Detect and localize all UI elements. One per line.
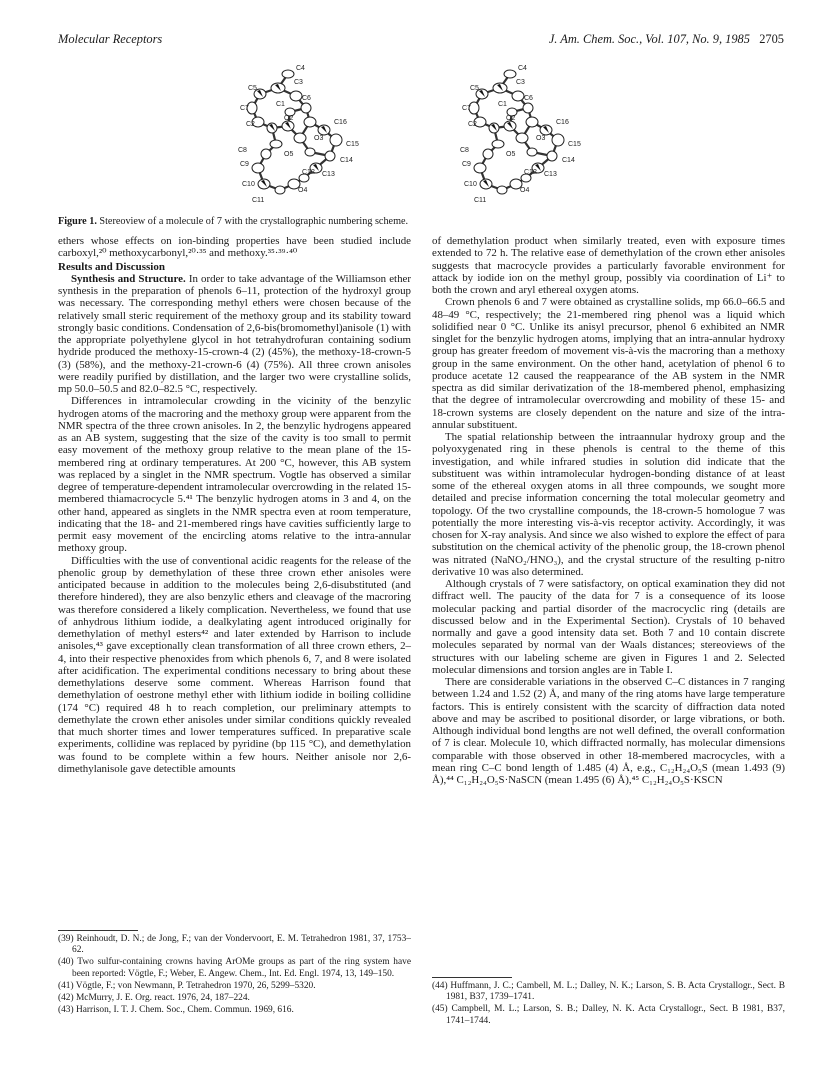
paragraph: Although crystals of 7 were satisfactory, on optical examination they did not diffract well. The paucity of the data for 7 is a consequence of its loose molecular packing and partial disorder of the macrocyclic ring (details are discussed below and in the Experimental Section). Crystals of 10 behaved normally and gave a good intensity data set. Both 7 and 10 contain discrete molecules separated by normal van der Waals distances; stereoviews of the structures with our labeling scheme are given in Figures 1 and 2. Selected molecular dimensions and torsion angles are in Table I. — [432, 578, 785, 676]
footnote: (43) Harrison, I. T. J. Chem. Soc., Chem. Commun. 1969, 616. — [58, 1005, 294, 1016]
atom-label: C8 — [460, 147, 469, 154]
footnotes-right — [432, 977, 785, 1028]
atom-label: C7 — [462, 105, 471, 112]
atom-label: O2 — [506, 115, 516, 122]
right-column — [432, 235, 785, 786]
atom-label: C15 — [346, 141, 359, 148]
citation-text: J. Am. Chem. Soc., Vol. 107, No. 9, 1985 — [548, 32, 750, 46]
journal-citation — [549, 32, 784, 47]
atom-label: C16 — [334, 119, 347, 126]
paragraph: Differences in intramolecular crowding in the vicinity of the benzylic hydrogen atoms of the macroring and the methoxy group were apparent from the NMR spectra of the three crown anisoles. In 2, the benzylic hydrogens appeared as an AB system, suggesting that the size of the cavity is too small to permit easy movement of the methoxy group relative to the mean plane of the 15-membered ring at ordinary temperatures. At 200 °C, however, this AB system was replaced by a singlet in the NMR spectrum. Vogtle has observed a similar degree of temperature-dependent intramolecular overcrowding in the related 15-membered thiamacrocycle 5.⁴¹ The benzylic hydrogen atoms in 3 and 4, on the other hand, appeared as singlets in the NMR spectra even at room temperature, indicating that the 18- and 21-membered rings have cavities sufficiently large to permit easy movement of the encircling atoms relative to the intra-annular methoxy group. — [58, 395, 411, 555]
figure-label: Figure 1. — [58, 216, 97, 227]
atom-label: C4 — [296, 65, 305, 72]
footnote: (41) Vögtle, F.; von Newmann, P. Tetrahedron 1970, 26, 5299–5320. — [58, 980, 316, 991]
footnote-rule — [58, 930, 138, 931]
paragraph — [58, 273, 411, 396]
atom-label: C1 — [498, 101, 507, 108]
atom-label: C11 — [474, 197, 487, 204]
footnotes-left — [58, 930, 411, 1017]
atom-label: C10 — [242, 181, 255, 188]
paragraph: Difficulties with the use of conventional acidic reagents for the release of the phenolic group by demethylation of these three crown ether anisoles were anticipated because in addition to the molecules being 2,6-disubstituted (and therefore hindered), they are also benzylic ethers and cleavage of the macroring was therefore considered a likely complication. Nevertheless, we found that use of anhydrous lithium iodide, a dealkylating agent introduced originally for demethylation of methyl esters⁴² and later extended by Harrison to include anisoles,⁴³ gave exceptionally clean transformation of all three crown ethers, 2–4, into their respective phenoxides from which phenols 6, 7, and 8 were isolated after acidification. The experimental conditions necessary to bring about these demethylations deserve some comment. Whereas Harrison found that demethylation of oestrone methyl ether with lithium iodide in boiling collidine (174 °C) required 48 h to reach completion, our preliminary attempts to demethylate the crown ether anisoles under similar conditions quickly revealed that much shorter times and lower temperatures sufficed. In preparative scale experiments, collidine was replaced by pyridine (bp 115 °C), and demethylation was found to be complete within a few hours. Neither anisole nor 2,6-dimethylanisole gave detectible amounts — [58, 554, 411, 775]
atom-label: C11 — [252, 197, 265, 204]
atom-label: C10 — [464, 181, 477, 188]
figure-caption-text: Stereoview of a molecule of 7 with the crystallographic numbering scheme. — [99, 216, 409, 227]
stereoview-drawing — [218, 56, 618, 208]
atom-label: O5 — [284, 151, 294, 158]
section-heading: Results and Discussion — [58, 260, 165, 273]
subsection-runin-heading: Synthesis and Structure. — [71, 272, 186, 285]
atom-label: O4 — [298, 187, 308, 194]
atom-label: C3 — [294, 79, 303, 86]
stereoview-figure — [218, 56, 618, 208]
atom-label: C15 — [568, 141, 581, 148]
page-number: 2705 — [759, 32, 784, 46]
figure-caption — [58, 215, 784, 228]
footnote: (39) Reinhoudt, D. N.; de Jong, F.; van der Vondervoort, E. M. Tetrahedron 1981, 37, 1753–62. — [58, 934, 411, 956]
paragraph-text: In order to take advantage of the Williamson ether synthesis in the preparation of phenols 6–11, protection of the hydroxyl group was necessary. The corresponding methyl ethers were chosen because of the relatively small steric requirement of the methoxy group and its stability toward strongly basic conditions. Condensation of 2,6-bis(bromomethyl)anisole (1) with the appropriate polyethylene glycol in hot tetrahydrofuran containing sodium hydride produced the methoxy-15-crown-4 (2) (45%), the methoxy-18-crown-5 (3) (58%), and the methoxy-21-crown-6 (4) (75%). All three crown anisoles were readily purified by distillation, and the larger two were crystalline solids, mp 50.0–50.5 and 82.0–82.5 °C, respectively. — [58, 272, 411, 395]
atom-label: C3 — [516, 79, 525, 86]
footnote: (42) McMurry, J. E. Org. react. 1976, 24, 187–224. — [58, 993, 250, 1004]
atom-label: C2 — [468, 121, 477, 128]
footnote: (44) Huffmann, J. C.; Cambell, M. L.; Dalley, N. K.; Larson, S. B. Acta Crystallogr., Sect. B 1981, B37, 1739–1741. — [432, 981, 785, 1003]
atom-label: C9 — [462, 161, 471, 168]
atom-label: C13 — [544, 171, 557, 178]
footnote: (45) Campbell, M. L.; Larson, S. B.; Dalley, N. K. Acta Crystallogr., Sect. B 1981, B37, 1741–1744. — [432, 1004, 785, 1026]
paragraph: There are considerable variations in the observed C–C distances in 7 ranging between 1.24 and 1.52 (2) Å, and many of the ring atoms have large temperature factors. This is entirely consistent with the scarcity of diffraction data noted above and may be ascribed to positional disorder, or large vibrations, or both. Although individual bond lengths are not well defined, the overall conformation of 7 is clear. Molecule 10, which diffracted normally, has molecular dimensions comparable with those observed in other 18-membered macrocycles, with a mean ring C–C bond length of 1.485 (4) Å, e.g., C₁₂H₂₄O₅S (mean 1.493 (9) Å),⁴⁴ C₁₂H₂₄O₅S·NaSCN (mean 1.495 (6) Å),⁴⁵ C₁₂H₂₄O₅S·KSCN — [432, 676, 785, 786]
atom-label: C1 — [276, 101, 285, 108]
atom-label: C4 — [518, 65, 527, 72]
atom-label: O3 — [536, 135, 546, 142]
atom-label: O4 — [520, 187, 530, 194]
atom-label: C6 — [302, 95, 311, 102]
footnote: (40) Two sulfur-containing crowns having ArOMe groups as part of the ring system have been reported: Vögtle, F.; Weber, E. Angew. Chem., Int. Ed. Engl. 1974, 13, 149–150. — [58, 957, 411, 979]
atom-label: C7 — [240, 105, 249, 112]
paragraph: Crown phenols 6 and 7 were obtained as crystalline solids, mp 66.0–66.5 and 48–49 °C, respectively; the 21-membered ring phenol was a liquid which solidified near 0 °C. Unlike its anisyl precursor, phenol 6 exhibited an NMR singlet for the benzylic hydrogen atoms, implying that an intra-annular hydroxy group has greater freedom of movement vis-à-vis the macroring than a methoxy group in the same environment. On the other hand, acetylation of phenol 6 to produce acetate 12 caused the reappearance of the AB system in the NMR spectra as did similar derivatization of the 18-membered phenol, emphasizing that the degree of intramolecular overcrowding and mobility of these 15- and 18-crown systems are closely dependent on the nature and size of the intra-annular substituent. — [432, 296, 785, 431]
left-column — [58, 235, 411, 775]
paragraph: ethers whose effects on ion-binding properties have been studied include carboxyl,²⁰ methoxycarbonyl,²⁰·³⁵ and methoxy.³⁵·³⁹·⁴⁰ — [58, 235, 411, 260]
running-head — [58, 32, 784, 50]
atom-label: C14 — [340, 157, 353, 164]
paragraph: of demethylation product when similarly treated, even with exposure times extended to 72 h. The relative ease of demethylation of the crown ether anisoles suggests that macrocycle provides a particularly favorable environment for attack by iodide ion on the methyl group, possibly via coordination of Li⁺ to both the crown and aryl ethereal oxygen atoms. — [432, 235, 785, 296]
atom-label: C6 — [524, 95, 533, 102]
atom-label: O3 — [314, 135, 324, 142]
atom-label: C12 — [302, 169, 315, 176]
atom-label: C8 — [238, 147, 247, 154]
atom-label: C14 — [562, 157, 575, 164]
atom-label: C9 — [240, 161, 249, 168]
journal-section: Molecular Receptors — [58, 32, 163, 46]
atom-label: C5 — [248, 85, 257, 92]
footnote-rule — [432, 977, 512, 978]
atom-label: C12 — [524, 169, 537, 176]
atom-label: C13 — [322, 171, 335, 178]
atom-label: C16 — [556, 119, 569, 126]
atom-label: O2 — [284, 115, 294, 122]
paragraph: The spatial relationship between the intraannular hydroxy group and the polyoxygenated ring in these phenols is central to the theme of this investigation, and while infrared studies in solution did indicate that the substituent was within intramolecular hydrogen-bonding distance of at least some of the ethereal oxygen atoms in all three compounds, we sought more detailed and precise information concerning the total molecular geometry and topology. Of the two crystalline compounds, the 18-crown-5 homologue 7 was potentially the more interesting vis-à-vis receptor activity. Accordingly, it was chosen for X-ray analysis. And since we also wished to explore the effect of para substitution on the chemical activity of the phenolic group, the 18-crown phenol was nitrated (NaNO₂/HNO₃), and the crystal structure of the resulting p-nitro derivative 10 was also determined. — [432, 431, 785, 578]
atom-label: C2 — [246, 121, 255, 128]
atom-label: O5 — [506, 151, 516, 158]
atom-label: C5 — [470, 85, 479, 92]
